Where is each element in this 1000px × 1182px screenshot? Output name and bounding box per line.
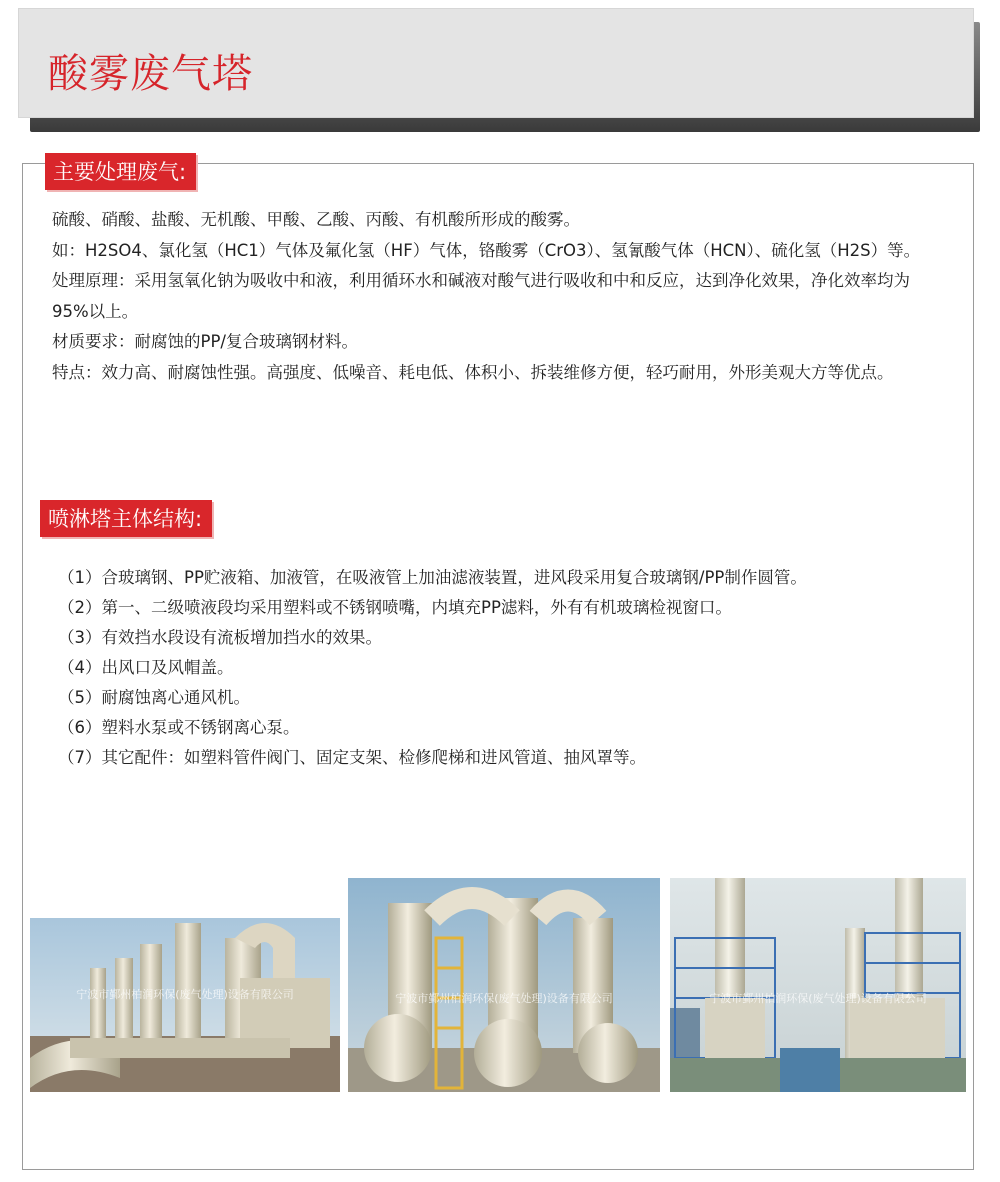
paragraph: 处理原理：采用氢氧化钠为吸收中和液，利用循环水和碱液对酸气进行吸收和中和反应，达到净化效果，净化效率均为95%以上。 bbox=[52, 271, 910, 321]
section-label-waste-gas: 主要处理废气: bbox=[45, 153, 196, 190]
tower-photo-3 bbox=[670, 878, 966, 1092]
title-banner bbox=[18, 8, 974, 118]
photo-watermark: 宁波市鄞州柏润环保(废气处理)设备有限公司 bbox=[76, 988, 294, 1001]
page-title: 酸雾废气塔 bbox=[48, 51, 253, 97]
list-item: （1）合玻璃钢、PP贮液箱、加液管，在吸液管上加油滤液装置，进风段采用复合玻璃钢/PP制作圆管。 bbox=[58, 568, 807, 587]
list-item: （5）耐腐蚀离心通风机。 bbox=[58, 688, 250, 707]
photo-watermark: 宁波市鄞州柏润环保(废气处理)设备有限公司 bbox=[395, 992, 613, 1005]
list-item: （4）出风口及风帽盖。 bbox=[58, 658, 234, 677]
list-item: （3）有效挡水段设有流板增加挡水的效果。 bbox=[58, 628, 382, 647]
tower-photo-1 bbox=[30, 918, 340, 1092]
list-item: （6）塑料水泵或不锈钢离心泵。 bbox=[58, 718, 300, 737]
tower-photo-2 bbox=[348, 878, 660, 1092]
paragraph: 硫酸、硝酸、盐酸、无机酸、甲酸、乙酸、丙酸、有机酸所形成的酸雾。 bbox=[52, 210, 580, 229]
section-label-tower-structure: 喷淋塔主体结构: bbox=[40, 500, 212, 537]
paragraph: 材质要求：耐腐蚀的PP/复合玻璃钢材料。 bbox=[52, 332, 358, 351]
waste-gas-description bbox=[52, 205, 932, 388]
photo-watermark: 宁波市鄞州柏润环保(废气处理)设备有限公司 bbox=[709, 992, 927, 1005]
list-item: （7）其它配件：如塑料管件阀门、固定支架、检修爬梯和进风管道、抽风罩等。 bbox=[58, 748, 646, 767]
structure-list bbox=[58, 563, 938, 773]
list-item: （2）第一、二级喷液段均采用塑料或不锈钢喷嘴，内填充PP滤料，外有有机玻璃检视窗口。 bbox=[58, 598, 732, 617]
paragraph: 特点：效力高、耐腐蚀性强。高强度、低噪音、耗电低、体积小、拆装维修方便，轻巧耐用，外形美观大方等优点。 bbox=[52, 362, 894, 382]
paragraph: 如：H2SO4、氯化氢（HC1）气体及氟化氢（HF）气体，铬酸雾（CrO3）、氢氰酸气体（HCN）、硫化氢（H2S）等。 bbox=[52, 240, 921, 260]
